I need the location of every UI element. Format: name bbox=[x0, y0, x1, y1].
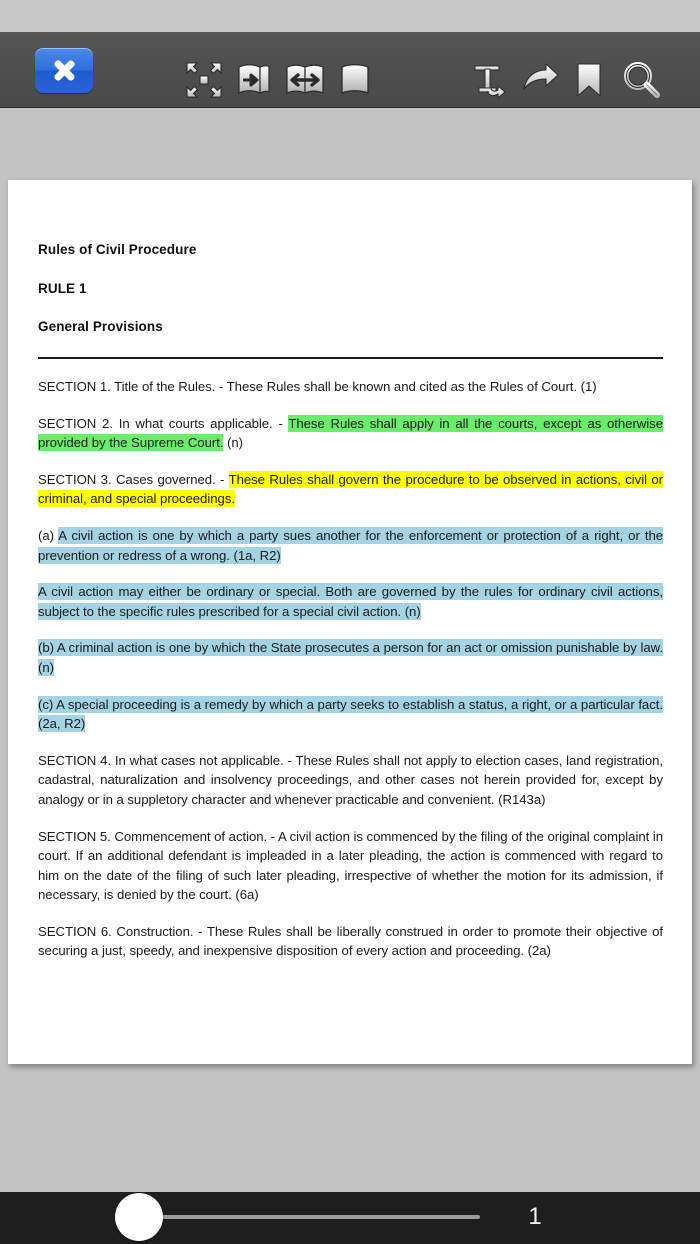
text-run: SECTION 4. In what cases not applicable. - These Rules shall not apply to election cases, land registration, cadastral, naturalization and insolvency proceedings, and other cases not herein provided for, except by analogy or in a suppletory character and whenever practicable and convenient. (R143a) bbox=[38, 752, 663, 807]
highlight-blue[interactable]: A civil action is one by which a party sues another for the enforcement or protection of a right, or the prevention or redress of a wrong. (1a, R2) bbox=[38, 527, 664, 563]
paragraph-paragraph-b bbox=[38, 638, 663, 677]
close-button[interactable] bbox=[35, 48, 93, 93]
horizontal-divider bbox=[38, 357, 663, 359]
document-viewport[interactable] bbox=[0, 108, 700, 1192]
paragraph-section-6 bbox=[38, 922, 663, 961]
paragraph-paragraph-a bbox=[38, 526, 663, 565]
text-reflow-icon[interactable] bbox=[470, 60, 510, 100]
document-subtitle: General Provisions bbox=[38, 319, 163, 334]
highlight-yellow[interactable]: These Rules shall govern the procedure to be observed in actions, civil or criminal, and special proceedings. bbox=[38, 471, 663, 507]
two-page-spread-icon[interactable] bbox=[284, 60, 326, 100]
fit-to-screen-icon[interactable] bbox=[184, 60, 224, 100]
text-run: (a) bbox=[38, 527, 59, 543]
paragraph-section-2 bbox=[38, 414, 663, 453]
text-run: (n) bbox=[223, 435, 244, 451]
highlight-blue[interactable]: (b) A criminal action is one by which the State prosecutes a person for an act or omission punishable by law. (n) bbox=[38, 640, 663, 675]
top-toolbar bbox=[0, 32, 700, 108]
text-run: SECTION 3. Cases governed. - bbox=[38, 471, 229, 487]
paragraph-paragraph-civil-action-ordinary bbox=[38, 582, 663, 621]
highlight-green[interactable]: These Rules shall apply in all the courts, except as otherwise provided by the Supreme Court. bbox=[38, 415, 663, 451]
paragraph-section-4 bbox=[38, 751, 663, 810]
paragraph-section-1 bbox=[38, 377, 663, 397]
bookmark-icon[interactable] bbox=[573, 60, 605, 100]
text-run: SECTION 6. Construction. - These Rules shall be liberally construed in order to promote their objective of securing a just, speedy, and inexpensive disposition of every action and proceeding. (2a) bbox=[38, 923, 663, 959]
document-rule-label: RULE 1 bbox=[38, 281, 87, 296]
paragraph-section-5 bbox=[38, 827, 663, 905]
text-run: SECTION 1. Title of the Rules. - These Rules shall be known and cited as the Rules of Court. (1) bbox=[38, 379, 597, 394]
page-sheet bbox=[8, 180, 692, 1064]
status-strip bbox=[0, 0, 700, 32]
paragraph-section-3 bbox=[38, 470, 663, 509]
text-run: SECTION 2. In what courts applicable. - bbox=[38, 415, 289, 431]
share-icon[interactable] bbox=[522, 62, 560, 98]
document-body bbox=[38, 377, 663, 961]
single-page-icon[interactable] bbox=[338, 60, 372, 100]
page-number-label: 1 bbox=[528, 1203, 542, 1230]
single-page-scroll-icon[interactable] bbox=[234, 60, 274, 100]
highlight-blue[interactable]: (c) A special proceeding is a remedy by which a party seeks to establish a status, a right, or a particular fact. (2a, R2) bbox=[38, 696, 663, 732]
page-slider-track[interactable] bbox=[128, 1215, 480, 1219]
close-icon bbox=[51, 58, 77, 84]
paragraph-paragraph-c bbox=[38, 695, 663, 734]
page-content bbox=[38, 242, 663, 961]
document-title: Rules of Civil Procedure bbox=[38, 242, 197, 257]
text-run: SECTION 5. Commencement of action. - A civil action is commenced by the filing of the original complaint in court. If an additional defendant is impleaded in a later pleading, the action is commenced with regard to him on the date of the filing of such later pleading, irrespective of whether the motion for its admission, if necessary, is denied by the court. (6a) bbox=[38, 828, 663, 903]
page-slider-knob[interactable] bbox=[115, 1193, 163, 1241]
highlight-blue[interactable]: A civil action may either be ordinary or special. Both are governed by the rules for ordinary civil actions, subject to the specific rules prescribed for a special civil action. (n) bbox=[38, 584, 663, 619]
search-icon[interactable] bbox=[622, 60, 662, 100]
